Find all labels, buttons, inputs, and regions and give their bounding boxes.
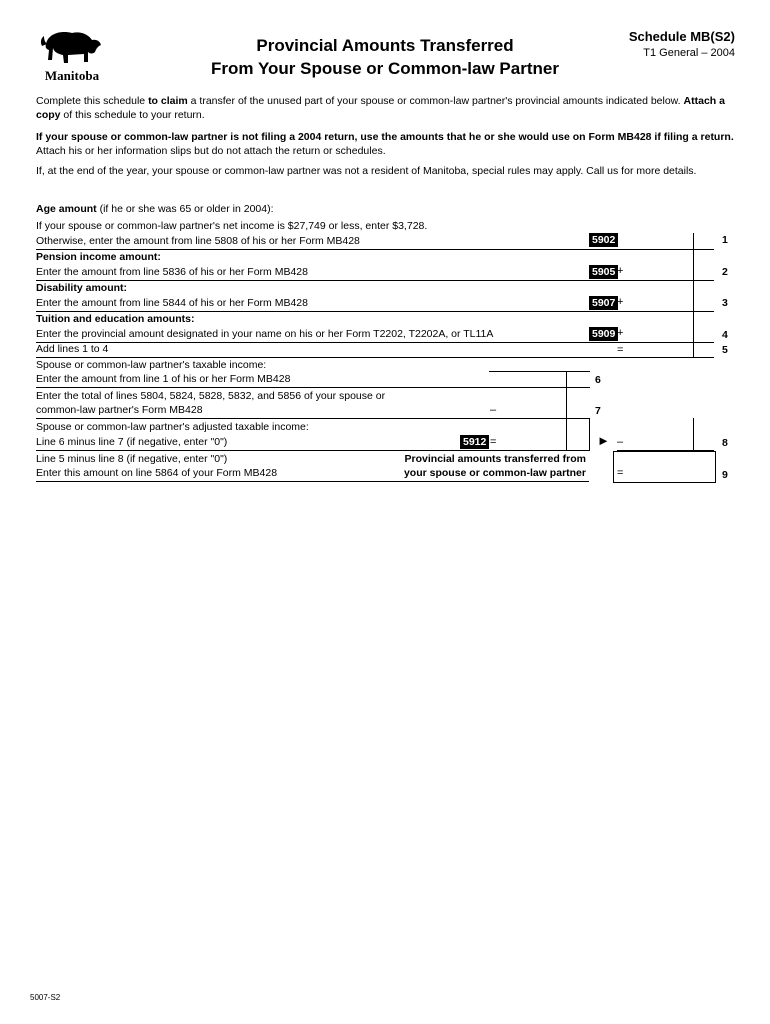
age-amount-heading: Age amount (if he or she was 65 or older in 2004): [36, 203, 274, 215]
title-line-2: From Your Spouse or Common-law Partner [211, 59, 559, 78]
rule [489, 450, 590, 451]
code-5912: 5912 [460, 435, 489, 449]
form-year: T1 General – 2004 [643, 47, 735, 59]
code-5905: 5905 [589, 265, 618, 279]
plus-sign: + [617, 327, 624, 339]
rule [36, 357, 714, 358]
rule [36, 450, 490, 451]
total-lines-text-2: common-law partner's Form MB428 [36, 404, 203, 416]
line-number-9: 9 [722, 469, 728, 481]
line-1-input[interactable] [618, 233, 714, 249]
rule [489, 387, 590, 388]
equals-sign: = [617, 344, 624, 356]
rule [489, 418, 590, 419]
rule [36, 481, 589, 482]
equals-sign: = [490, 436, 497, 448]
pension-income-text: Enter the amount from line 5836 of his or her Form MB428 [36, 266, 308, 278]
rule [36, 342, 714, 343]
arrow-icon: ► [597, 433, 610, 448]
line-7-input[interactable] [500, 403, 566, 418]
line-9-result-box[interactable] [613, 451, 716, 483]
line-2-input[interactable] [628, 264, 714, 280]
manitoba-logo [36, 30, 116, 84]
pension-income-heading: Pension income amount: [36, 251, 161, 263]
plus-sign: + [617, 296, 624, 308]
total-lines-text: Enter the total of lines 5804, 5824, 5828, 5832, and 5856 of your spouse or [36, 390, 386, 402]
column-divider [589, 418, 590, 450]
bison-icon [38, 30, 108, 66]
intro-paragraph-3: If, at the end of the year, your spouse or common-law partner was not a resident of Manitoba, special rules may apply. Call us for more details. [36, 165, 697, 177]
adjusted-income-text: Line 6 minus line 7 (if negative, enter "0") [36, 436, 228, 448]
minus-sign: – [490, 404, 497, 416]
rule [36, 280, 714, 281]
minus-sign: – [617, 436, 624, 448]
logo-text: Manitoba [44, 68, 100, 83]
line-3-input[interactable] [628, 295, 714, 311]
intro-paragraph-1: Complete this schedule to claim a transfer of the unused part of your spouse or common-law partner's provincial amounts indicated below. Attach a copy of this schedule to your return. [36, 95, 725, 121]
line-9-text: Line 5 minus line 8 (if negative, enter "0") [36, 453, 228, 465]
line-9-bold-label-1: Provincial amounts transferred from [404, 453, 586, 465]
form-number: 5007-S2 [30, 993, 61, 1002]
rule [36, 387, 490, 388]
intro-paragraph-2: If your spouse or common-law partner is not filing a 2004 return, use the amounts that he or she would use on Form MB428 if filing a return. Attach his or her information slips but do not attach the return or schedules. [36, 131, 734, 157]
line-number-4: 4 [722, 329, 728, 341]
code-5902: 5902 [589, 233, 618, 247]
equals-sign: = [617, 467, 624, 479]
line-8-left-input[interactable] [500, 434, 566, 450]
age-amount-text: If your spouse or common-law partner's net income is $27,749 or less, enter $3,728. [36, 220, 428, 232]
code-5909: 5909 [589, 327, 618, 341]
line-number-8: 8 [722, 437, 728, 449]
line-4-input[interactable] [628, 326, 714, 342]
adjusted-income-heading: Spouse or common-law partner's adjusted taxable income: [36, 421, 309, 433]
line-9-bold-label-2: your spouse or common-law partner [403, 467, 586, 479]
rule [36, 311, 714, 312]
line-number-5: 5 [722, 344, 728, 356]
disability-text: Enter the amount from line 5844 of his or her Form MB428 [36, 297, 308, 309]
tuition-heading: Tuition and education amounts: [36, 313, 195, 325]
tuition-text: Enter the provincial amount designated in your name on his or her Form T2202, T2202A, or TL11A [36, 328, 494, 340]
line-9-instruction: Enter this amount on line 5864 of your Form MB428 [36, 467, 278, 479]
line-number-3: 3 [722, 297, 728, 309]
line-number-2: 2 [722, 266, 728, 278]
schedule-name: Schedule MB(S2) [628, 29, 735, 44]
title-line-1: Provincial Amounts Transferred [256, 36, 514, 55]
taxable-income-text: Enter the amount from line 1 of his or her Form MB428 [36, 373, 291, 385]
line-5-input[interactable] [628, 343, 714, 357]
line-8-input[interactable] [628, 434, 714, 450]
rule [36, 418, 490, 419]
plus-sign: + [617, 265, 624, 277]
disability-heading: Disability amount: [36, 282, 128, 294]
code-5907: 5907 [589, 296, 618, 310]
age-amount-instruction: Otherwise, enter the amount from line 5808 of his or her Form MB428 [36, 235, 360, 247]
column-divider [566, 371, 567, 450]
taxable-income-heading: Spouse or common-law partner's taxable income: [36, 359, 267, 371]
add-lines-text: Add lines 1 to 4 [36, 343, 109, 355]
line-number-1: 1 [722, 234, 728, 246]
line-6-input[interactable] [490, 372, 566, 387]
line-number-7: 7 [595, 405, 601, 417]
line-number-6: 6 [595, 374, 601, 386]
page-title [175, 34, 595, 80]
rule [36, 249, 714, 250]
